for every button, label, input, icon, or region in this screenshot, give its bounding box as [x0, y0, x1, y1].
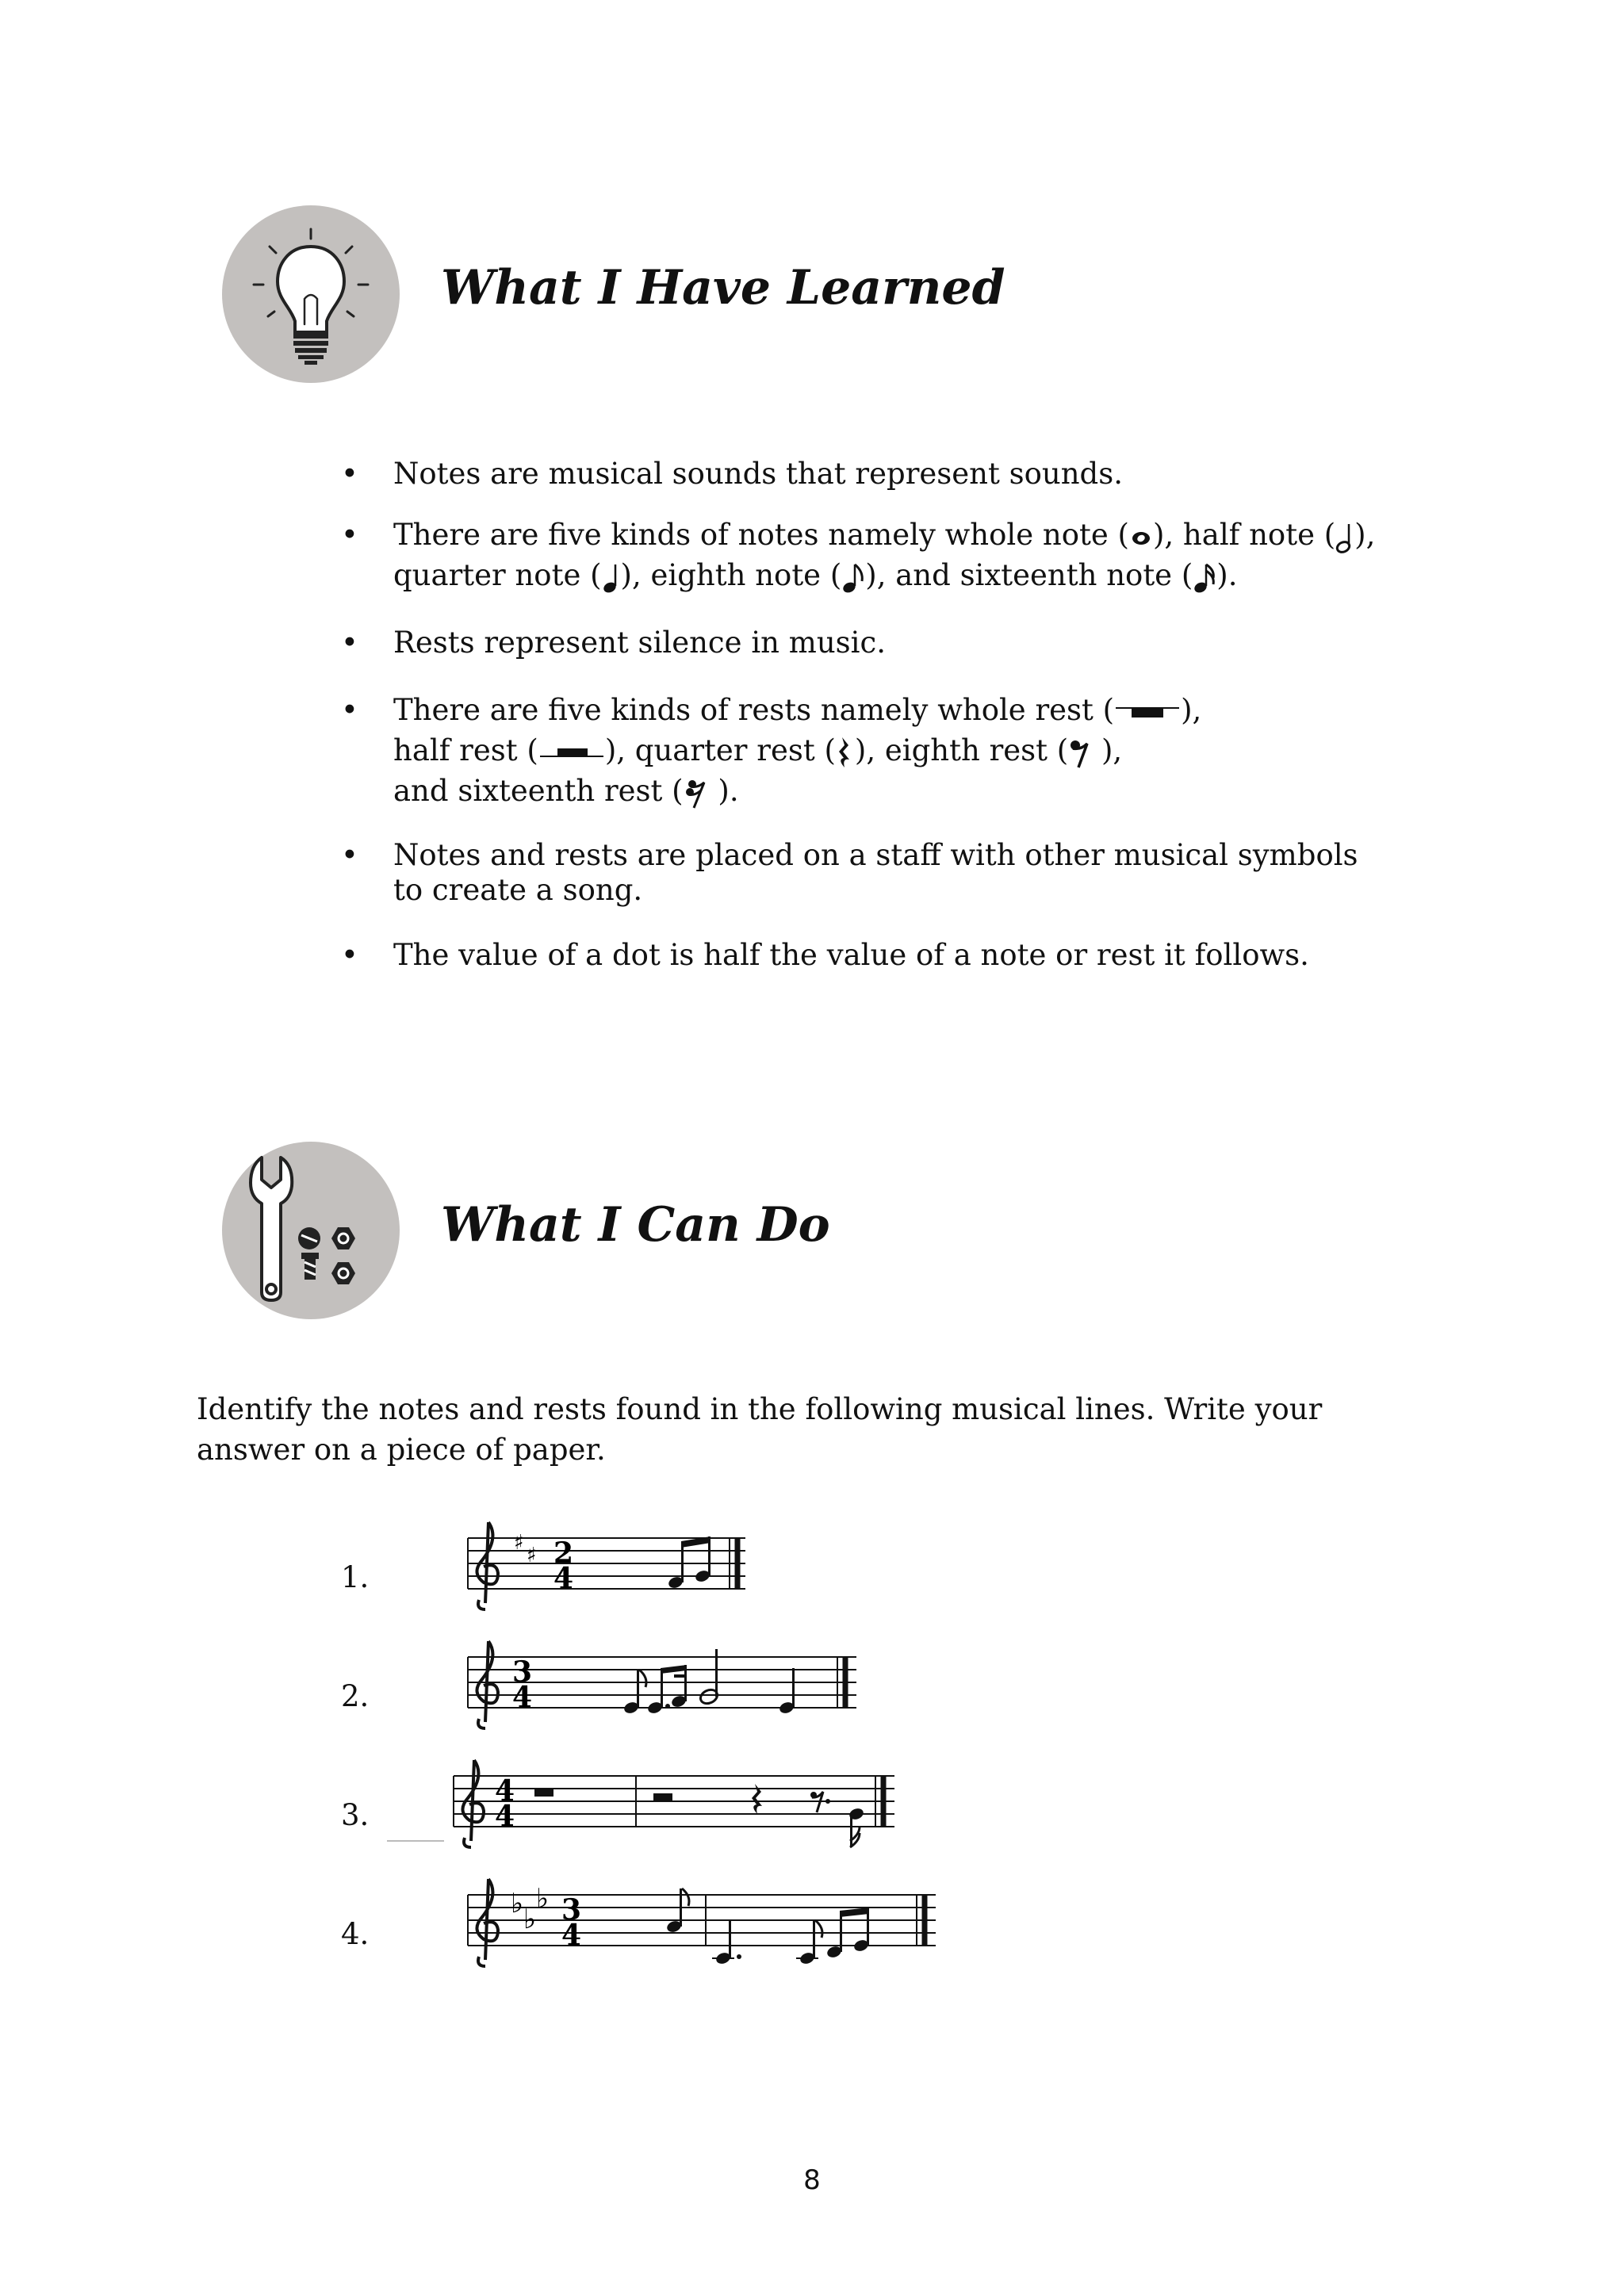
wrench-bolts-icon	[222, 1142, 400, 1319]
list-item	[341, 453, 1396, 494]
time-signature-bottom: 4	[561, 1919, 582, 1952]
bullet-text: ),	[1092, 733, 1123, 767]
time-signature-bottom: 4	[495, 1800, 515, 1833]
bullet-text: ),	[1181, 693, 1202, 727]
bullet-text: Notes are musical sounds that represent sounds.	[393, 457, 1123, 491]
exercise-4-staff	[444, 1871, 952, 1982]
exercise-4-number: 4.	[341, 1917, 370, 1951]
sharp-icon: ♯	[514, 1531, 524, 1555]
bullet-text: Notes and rests are placed on a staff with other musical symbols to create a song.	[393, 838, 1358, 907]
whole-note-icon	[1129, 526, 1153, 549]
time-signature-bottom: 4	[512, 1681, 533, 1714]
list-item	[341, 935, 1396, 975]
bullet-text: half rest (	[393, 733, 538, 767]
instructions-text: Identify the notes and rests found in the following musical lines. Write your answer on a piece of paper.	[197, 1392, 1323, 1467]
exercise-2-number: 2.	[341, 1679, 370, 1713]
time-signature-top: 4	[495, 1774, 515, 1808]
bullet-text: ).	[708, 774, 739, 808]
half-note-icon	[1335, 522, 1354, 553]
flat-icon: ♭	[511, 1888, 524, 1919]
bullet-text: ), eighth note (	[620, 558, 842, 592]
exercise-1-staff	[444, 1514, 761, 1617]
list-item	[341, 690, 1396, 811]
bullet-text: ), and sixteenth note (	[865, 558, 1193, 592]
section2-icon-circle	[222, 1142, 400, 1319]
section2-title: What I Can Do	[441, 1197, 830, 1253]
exercise-2-staff	[444, 1633, 872, 1736]
bullet-text: ), half note (	[1152, 518, 1336, 552]
eighth-note-icon	[841, 562, 865, 594]
quarter-note-icon	[602, 562, 621, 594]
half-rest-icon	[538, 744, 605, 763]
bullet-text: ), eighth rest (	[854, 733, 1069, 767]
quarter-rest-icon	[836, 736, 855, 771]
flat-icon: ♭	[536, 1883, 550, 1915]
section1-title: What I Have Learned	[441, 260, 1005, 316]
bullet-text: quarter note (	[393, 558, 602, 592]
whole-rest-icon	[534, 1789, 553, 1797]
exercise-3-staff	[387, 1752, 910, 1863]
bullet-text: The value of a dot is half the value of a note or rest it follows.	[393, 938, 1309, 972]
time-signature-top: 3	[512, 1655, 533, 1689]
bullet-text: ).	[1216, 558, 1238, 592]
bullet-text: There are five kinds of notes namely whole note (	[393, 518, 1129, 552]
sixteenth-note-icon	[1193, 562, 1216, 594]
list-item	[341, 622, 1396, 663]
exercise-3-number: 3.	[341, 1798, 370, 1832]
bullet-text: ), quarter rest (	[604, 733, 836, 767]
exercise-1-number: 1.	[341, 1560, 370, 1594]
bullet-text: There are five kinds of rests namely whole rest (	[393, 693, 1115, 727]
eighth-rest-icon	[1068, 737, 1092, 769]
bullet-text: Rests represent silence in music.	[393, 626, 886, 660]
list-item	[341, 838, 1396, 908]
whole-rest-icon	[1114, 703, 1181, 722]
bullet-text: and sixteenth rest (	[393, 774, 684, 808]
flat-icon: ♭	[523, 1904, 537, 1935]
time-signature-top: 3	[561, 1893, 582, 1927]
page-number: 8	[803, 2164, 821, 2196]
learned-list	[341, 453, 1396, 975]
bullet-text: ),	[1354, 518, 1376, 552]
sharp-icon: ♯	[527, 1544, 537, 1567]
lightbulb-icon	[222, 205, 400, 383]
half-rest-icon	[653, 1793, 672, 1801]
list-item	[341, 515, 1396, 595]
section1-icon-circle	[222, 205, 400, 383]
sixteenth-rest-icon	[684, 778, 709, 809]
time-signature-top: 2	[553, 1536, 574, 1570]
time-signature-bottom: 4	[553, 1562, 574, 1595]
